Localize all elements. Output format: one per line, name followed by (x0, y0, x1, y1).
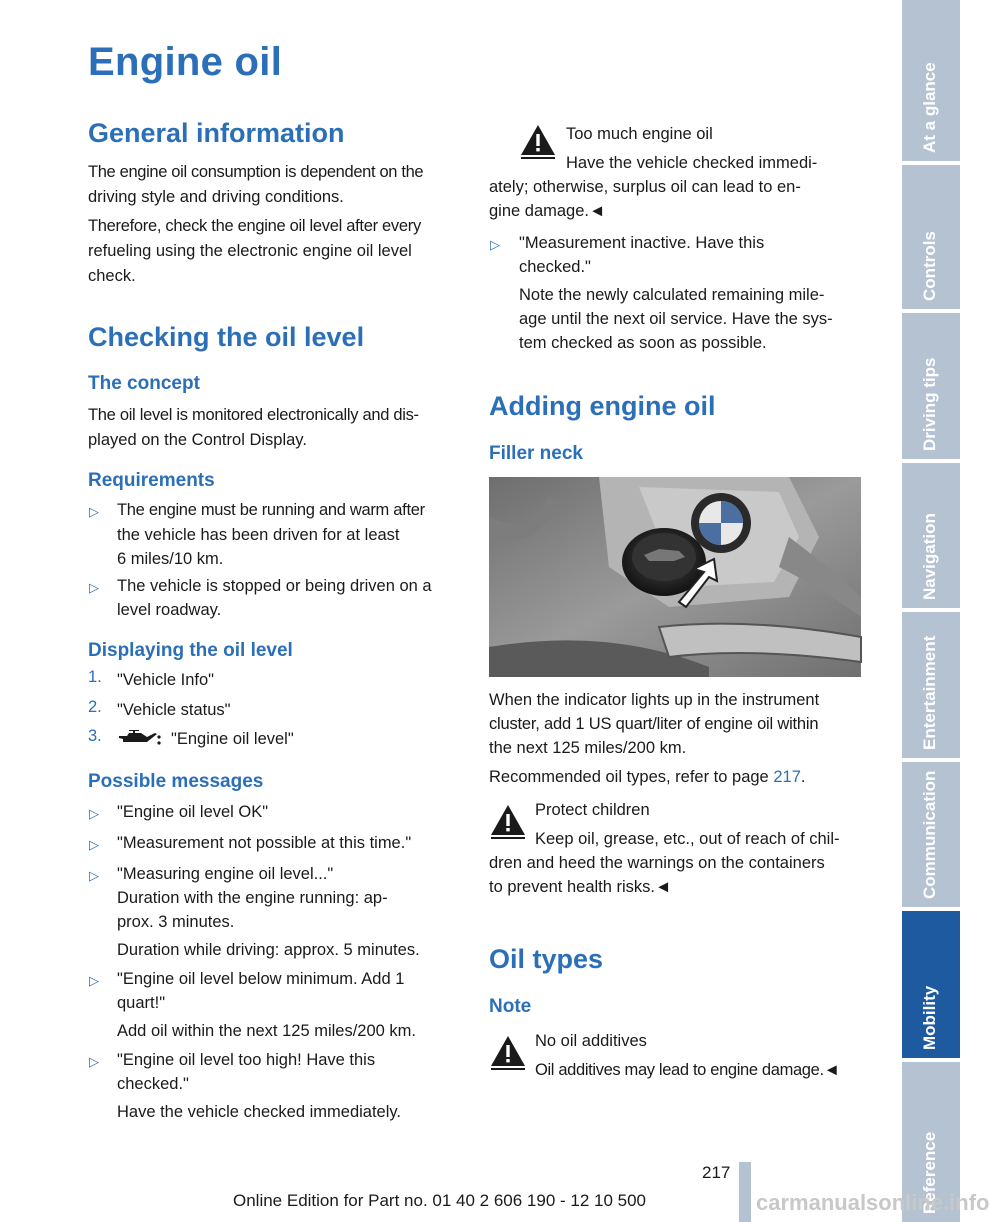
triangle-right-icon: ▷ (89, 806, 99, 821)
tab-entertainment[interactable] (902, 612, 960, 758)
page-title: Engine oil (88, 40, 283, 84)
tab-label: Controls (920, 231, 939, 301)
adding-engine-oil-heading: Adding engine oil (489, 391, 716, 421)
warning-text: Have the vehicle checked immedi- (566, 154, 818, 172)
tab-at-a-glance[interactable] (902, 0, 960, 161)
oil-can-icon (117, 727, 163, 747)
requirement-item: 6 miles/10 km. (117, 550, 224, 568)
possible-messages-heading: Possible messages (88, 771, 264, 792)
warning-text: Oil additives may lead to engine damage.◄ (535, 1061, 840, 1079)
triangle-right-icon: ▷ (490, 237, 500, 252)
checking-oil-level-heading: Checking the oil level (88, 322, 365, 352)
general-text-line: The engine oil consumption is dependent on the (88, 163, 424, 181)
general-text-line: Therefore, check the engine oil level after every (88, 217, 421, 235)
page-reference-link[interactable]: 217 (773, 768, 801, 786)
tab-mobility[interactable] (902, 911, 960, 1058)
warning-text: gine damage.◄ (489, 202, 606, 220)
triangle-right-icon: ▷ (89, 580, 99, 595)
step-text: "Vehicle status" (117, 701, 231, 719)
message-detail: Note the newly calculated remaining mile- (519, 286, 825, 304)
engine-filler-neck-photo (489, 477, 861, 677)
general-text-line: check. (88, 267, 136, 285)
warning-text: ately; otherwise, surplus oil can lead to en- (489, 178, 801, 196)
message-detail: tem checked as soon as possible. (519, 334, 767, 352)
chapter-sidebar (902, 0, 960, 1222)
displaying-oil-level-heading: Displaying the oil level (88, 640, 293, 661)
adding-text-line: the next 125 miles/200 km. (489, 739, 687, 757)
tab-label: Driving tips (920, 357, 939, 451)
concept-text-line: The oil level is monitored electronically and dis- (88, 406, 419, 424)
requirement-item: The vehicle is stopped or being driven on a (117, 577, 432, 595)
page-number: 217 (702, 1163, 731, 1182)
tab-navigation[interactable] (902, 463, 960, 608)
tab-label: Navigation (920, 513, 939, 600)
oil-types-heading: Oil types (489, 944, 604, 974)
tab-driving-tips[interactable] (902, 313, 960, 459)
warning-title: Protect children (535, 801, 650, 819)
concept-heading: The concept (88, 373, 200, 394)
tab-controls[interactable] (902, 165, 960, 309)
step-text: "Vehicle Info" (117, 671, 215, 689)
message-item: "Engine oil level too high! Have this (117, 1051, 376, 1069)
recommended-oil-text: Recommended oil types, refer to page (489, 768, 769, 786)
message-item: checked." (519, 258, 591, 276)
edition-footer: Online Edition for Part no. 01 40 2 606 190 - 12 10 500 (233, 1191, 647, 1210)
step-text: "Engine oil level" (171, 730, 294, 748)
triangle-right-icon: ▷ (89, 504, 99, 519)
message-item: "Measurement inactive. Have this (519, 234, 765, 252)
filler-neck-heading: Filler neck (489, 443, 583, 464)
general-text-line: driving style and driving conditions. (88, 188, 344, 206)
message-item: "Engine oil level below minimum. Add 1 (117, 970, 405, 988)
warning-text: Keep oil, grease, etc., out of reach of chil- (535, 830, 840, 848)
step-number: 3. (88, 727, 102, 745)
message-item: "Measuring engine oil level..." (117, 865, 334, 883)
requirement-item: The engine must be running and warm after (117, 501, 425, 519)
adding-text-line: When the indicator lights up in the instrument (489, 691, 820, 709)
general-information-heading: General information (88, 118, 345, 148)
tab-communication[interactable] (902, 762, 960, 907)
triangle-right-icon: ▷ (89, 837, 99, 852)
concept-text-line: played on the Control Display. (88, 431, 307, 449)
step-number: 2. (88, 698, 102, 716)
tab-label: Communication (920, 770, 939, 899)
message-item: quart!" (117, 994, 166, 1012)
warning-text: to prevent health risks.◄ (489, 878, 672, 896)
triangle-right-icon: ▷ (89, 973, 99, 988)
tab-label: Entertainment (920, 635, 939, 750)
triangle-right-icon: ▷ (89, 868, 99, 883)
requirement-item: level roadway. (117, 601, 222, 619)
warning-title: No oil additives (535, 1032, 647, 1050)
message-detail: Duration while driving: approx. 5 minutes. (117, 941, 420, 959)
warning-triangle-icon (519, 123, 557, 159)
adding-text-line: cluster, add 1 US quart/liter of engine oil within (489, 715, 819, 733)
warning-triangle-icon (489, 803, 527, 839)
message-detail: age until the next oil service. Have the sys- (519, 310, 833, 328)
message-detail: Have the vehicle checked immediately. (117, 1103, 401, 1121)
step-number: 1. (88, 668, 102, 686)
warning-text: dren and heed the warnings on the containers (489, 854, 825, 872)
recommended-oil-end: . (800, 768, 806, 786)
warning-triangle-icon (489, 1034, 527, 1070)
watermark: carmanualsonline.info (756, 1190, 990, 1215)
tab-label: At a glance (920, 62, 939, 153)
note-heading: Note (489, 996, 532, 1017)
triangle-right-icon: ▷ (89, 1054, 99, 1069)
message-item: checked." (117, 1075, 189, 1093)
requirement-item: the vehicle has been driven for at least (117, 526, 400, 544)
message-item: "Engine oil level OK" (117, 803, 269, 821)
tab-label: Reference (920, 1131, 939, 1214)
message-detail: prox. 3 minutes. (117, 913, 235, 931)
message-detail: Add oil within the next 125 miles/200 km. (117, 1022, 416, 1040)
page-number-bar (739, 1162, 751, 1222)
message-detail: Duration with the engine running: ap- (117, 889, 388, 907)
message-item: "Measurement not possible at this time." (117, 834, 412, 852)
recommended-oil-reference (489, 765, 805, 790)
warning-title: Too much engine oil (566, 125, 713, 143)
tab-label: Mobility (920, 985, 939, 1050)
requirements-heading: Requirements (88, 470, 215, 491)
general-text-line: refueling using the electronic engine oil level (88, 242, 412, 260)
